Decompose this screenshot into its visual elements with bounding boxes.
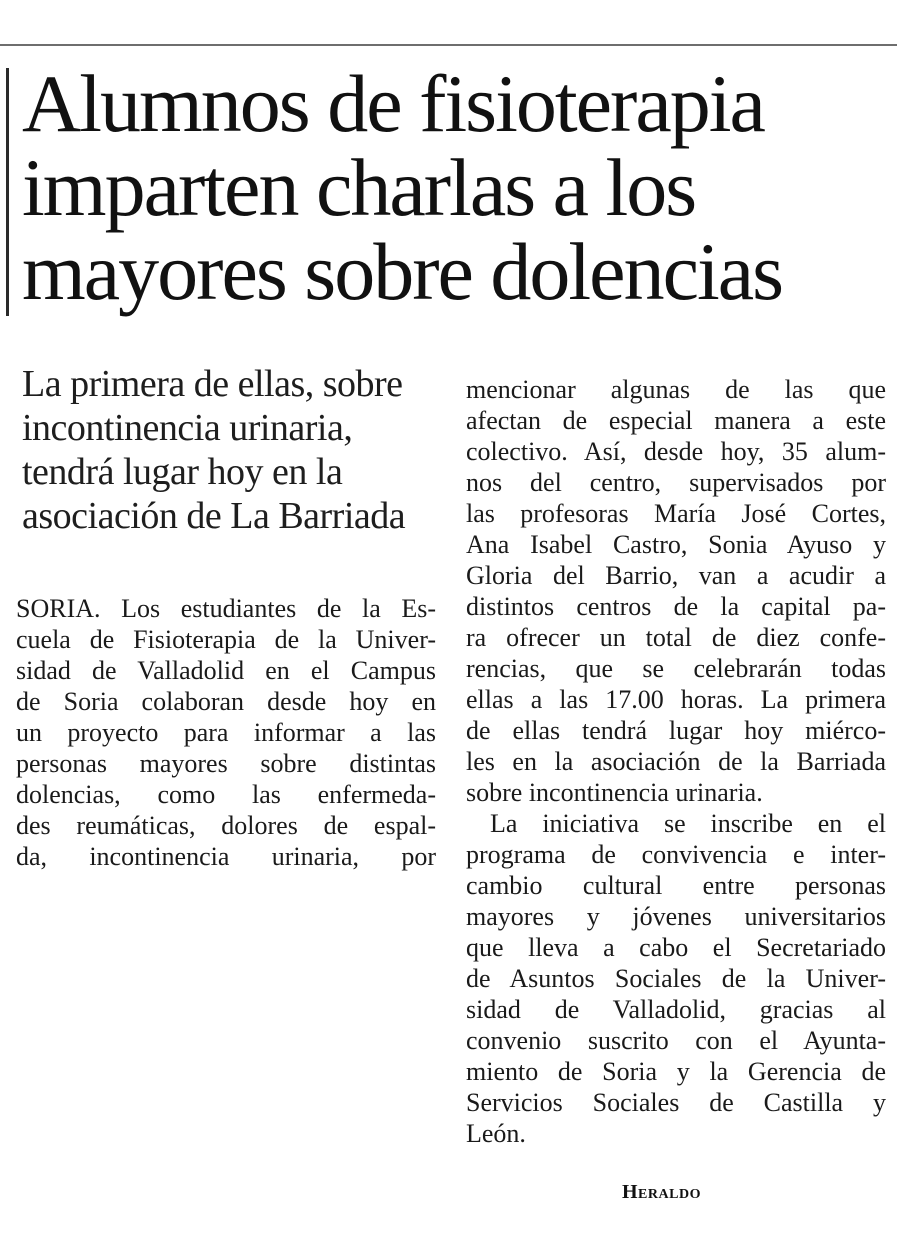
body-line: ra ofrecer un total de diez confe- bbox=[466, 623, 886, 652]
headline-line: Alumnos de fisioterapia bbox=[22, 58, 764, 149]
body-line: afectan de especial manera a este bbox=[466, 406, 886, 435]
body-line: da, incontinencia urinaria, por bbox=[16, 842, 436, 871]
headline-side-rule bbox=[6, 68, 9, 316]
body-line: dolencias, como las enfermeda- bbox=[16, 780, 436, 809]
top-divider bbox=[0, 44, 897, 46]
body-line: Servicios Sociales de Castilla y bbox=[466, 1088, 886, 1117]
body-line: rencias, que se celebrarán todas bbox=[466, 654, 886, 683]
body-line: convenio suscrito con el Ayunta- bbox=[466, 1026, 886, 1055]
body-line: programa de convivencia e inter- bbox=[466, 840, 886, 869]
source-signature: Heraldo bbox=[622, 1181, 701, 1203]
subheadline-line: incontinencia urinaria, bbox=[22, 407, 353, 449]
body-column-right bbox=[466, 374, 886, 1149]
body-line: Gloria del Barrio, van a acudir a bbox=[466, 561, 886, 590]
subheadline-line: asociación de La Barriada bbox=[22, 495, 406, 537]
body-line: las profesoras María José Cortes, bbox=[466, 499, 886, 528]
body-line: des reumáticas, dolores de espal- bbox=[16, 811, 436, 840]
subheadline-line: tendrá lugar hoy en la bbox=[22, 451, 343, 493]
body-column-left bbox=[16, 593, 436, 872]
headline bbox=[22, 58, 882, 317]
body-line: de ellas tendrá lugar hoy miérco- bbox=[466, 716, 886, 745]
headline-line: imparten charlas a los bbox=[22, 142, 696, 233]
headline-line: mayores sobre dolencias bbox=[22, 226, 783, 317]
body-line: sidad de Valladolid en el Campus bbox=[16, 656, 436, 685]
body-line: distintos centros de la capital pa- bbox=[466, 592, 886, 621]
subheadline bbox=[22, 362, 442, 538]
subheadline-line: La primera de ellas, sobre bbox=[22, 363, 403, 405]
body-line: un proyecto para informar a las bbox=[16, 718, 436, 747]
body-line: personas mayores sobre distintas bbox=[16, 749, 436, 778]
body-line: ellas a las 17.00 horas. La primera bbox=[466, 685, 886, 714]
body-line: León. bbox=[466, 1119, 526, 1148]
body-line: SORIA. Los estudiantes de la Es- bbox=[16, 594, 436, 623]
body-line: colectivo. Así, desde hoy, 35 alum- bbox=[466, 437, 886, 466]
body-line: mayores y jóvenes universitarios bbox=[466, 902, 886, 931]
body-line: miento de Soria y la Gerencia de bbox=[466, 1057, 886, 1086]
body-line: cuela de Fisioterapia de la Univer- bbox=[16, 625, 436, 654]
body-line: La iniciativa se inscribe en el bbox=[490, 809, 886, 838]
body-line: sidad de Valladolid, gracias al bbox=[466, 995, 886, 1024]
body-line: de Asuntos Sociales de la Univer- bbox=[466, 964, 886, 993]
body-line: cambio cultural entre personas bbox=[466, 871, 886, 900]
body-line: mencionar algunas de las que bbox=[466, 375, 886, 404]
body-line: les en la asociación de la Barriada bbox=[466, 747, 886, 776]
body-line: nos del centro, supervisados por bbox=[466, 468, 886, 497]
body-line: Ana Isabel Castro, Sonia Ayuso y bbox=[466, 530, 886, 559]
body-line: de Soria colaboran desde hoy en bbox=[16, 687, 436, 716]
body-line: sobre incontinencia urinaria. bbox=[466, 778, 763, 807]
body-line: que lleva a cabo el Secretariado bbox=[466, 933, 886, 962]
